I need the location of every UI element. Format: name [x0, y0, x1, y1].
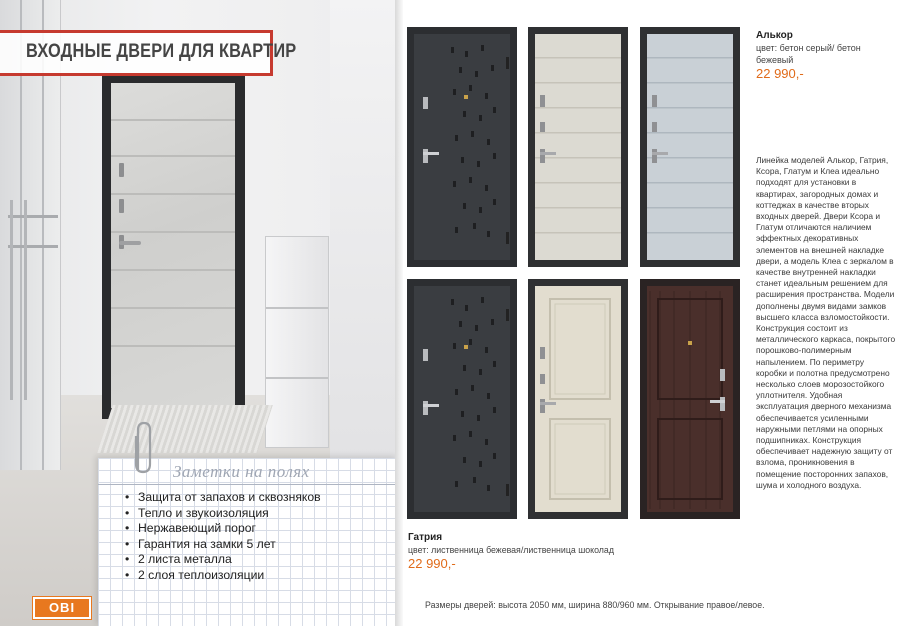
page-title: ВХОДНЫЕ ДВЕРИ ДЛЯ КВАРТИР [26, 41, 297, 62]
door-handle-icon [119, 241, 141, 245]
list-item: • Гарантия на замки 5 лет [138, 537, 321, 553]
features-list [138, 490, 321, 584]
page-gutter [395, 0, 403, 626]
alkor-model-name: Алькор [756, 30, 793, 41]
door-sizes-note: Размеры дверей: высота 2050 мм, ширина 880/960 мм. Открывание правое/левое. [425, 600, 765, 610]
door-dark-dotted-1 [407, 27, 517, 267]
paperclip-icon [128, 420, 158, 478]
rug [97, 405, 273, 453]
description-text: Линейка моделей Алькор, Гатрия, Ксора, Глатум и Клеа идеально подходят для установки в квартирах, загородных домах и коттеджах в качестве вторых входных дверей. Двери Ксора и Глатум отличаются наличием эффектных декоративных элементов на внешней накладке двери, а модель Клеа с зеркалом в качестве внутренней накладки станет идеальным решением для расширения пространства. Модели дополнены двумя видами замков высшего класса взломостойкости. Конструкция состоит из металлического каркаса, покрытого порошково-полимерным напылением. По периметру коробки и полотна предусмотрено несколько слоев морозостойкого уплотнителя. Удобная эксплуатация дверного механизма обеспечивается усиленными наружными петлями на опорных подшипниках. Конструкция обеспечивает надежную защиту от взлома, проникновения в помещение посторонних запахов, шума и холодного воздуха. [756, 155, 896, 490]
notes-card [98, 458, 398, 626]
list-item: • 2 листа металла [138, 552, 321, 568]
obi-logo: OBI [33, 597, 91, 619]
notes-heading: Заметки на полях [173, 462, 310, 481]
towel-rail [8, 215, 58, 218]
list-item: • 2 слоя теплоизоляции [138, 568, 321, 584]
lock-icon [119, 163, 124, 177]
shoe-cabinet [265, 236, 329, 448]
list-item: • Тепло и звукоизоляция [138, 506, 321, 522]
gatria-price: 22 990,- [408, 556, 456, 571]
door-concrete-beige [528, 27, 628, 267]
door-panel-chocolate [640, 279, 740, 519]
alkor-price: 22 990,- [756, 66, 804, 81]
door-concrete-grey [640, 27, 740, 267]
gatria-color: цвет: лиственница бежевая/лиственница шоколад [408, 545, 614, 555]
page-title-box [0, 30, 297, 76]
wall [330, 0, 395, 470]
photo-door-leaf [111, 83, 235, 408]
list-item: • Нержавеющий порог [138, 521, 321, 537]
list-item: • Защита от запахов и сквозняков [138, 490, 321, 506]
door-dark-dotted-2 [407, 279, 517, 519]
gatria-model-name: Гатрия [408, 532, 443, 543]
alkor-color: цвет: бетон серый/ бетон бежевый [756, 43, 861, 65]
door-panel-beige [528, 279, 628, 519]
